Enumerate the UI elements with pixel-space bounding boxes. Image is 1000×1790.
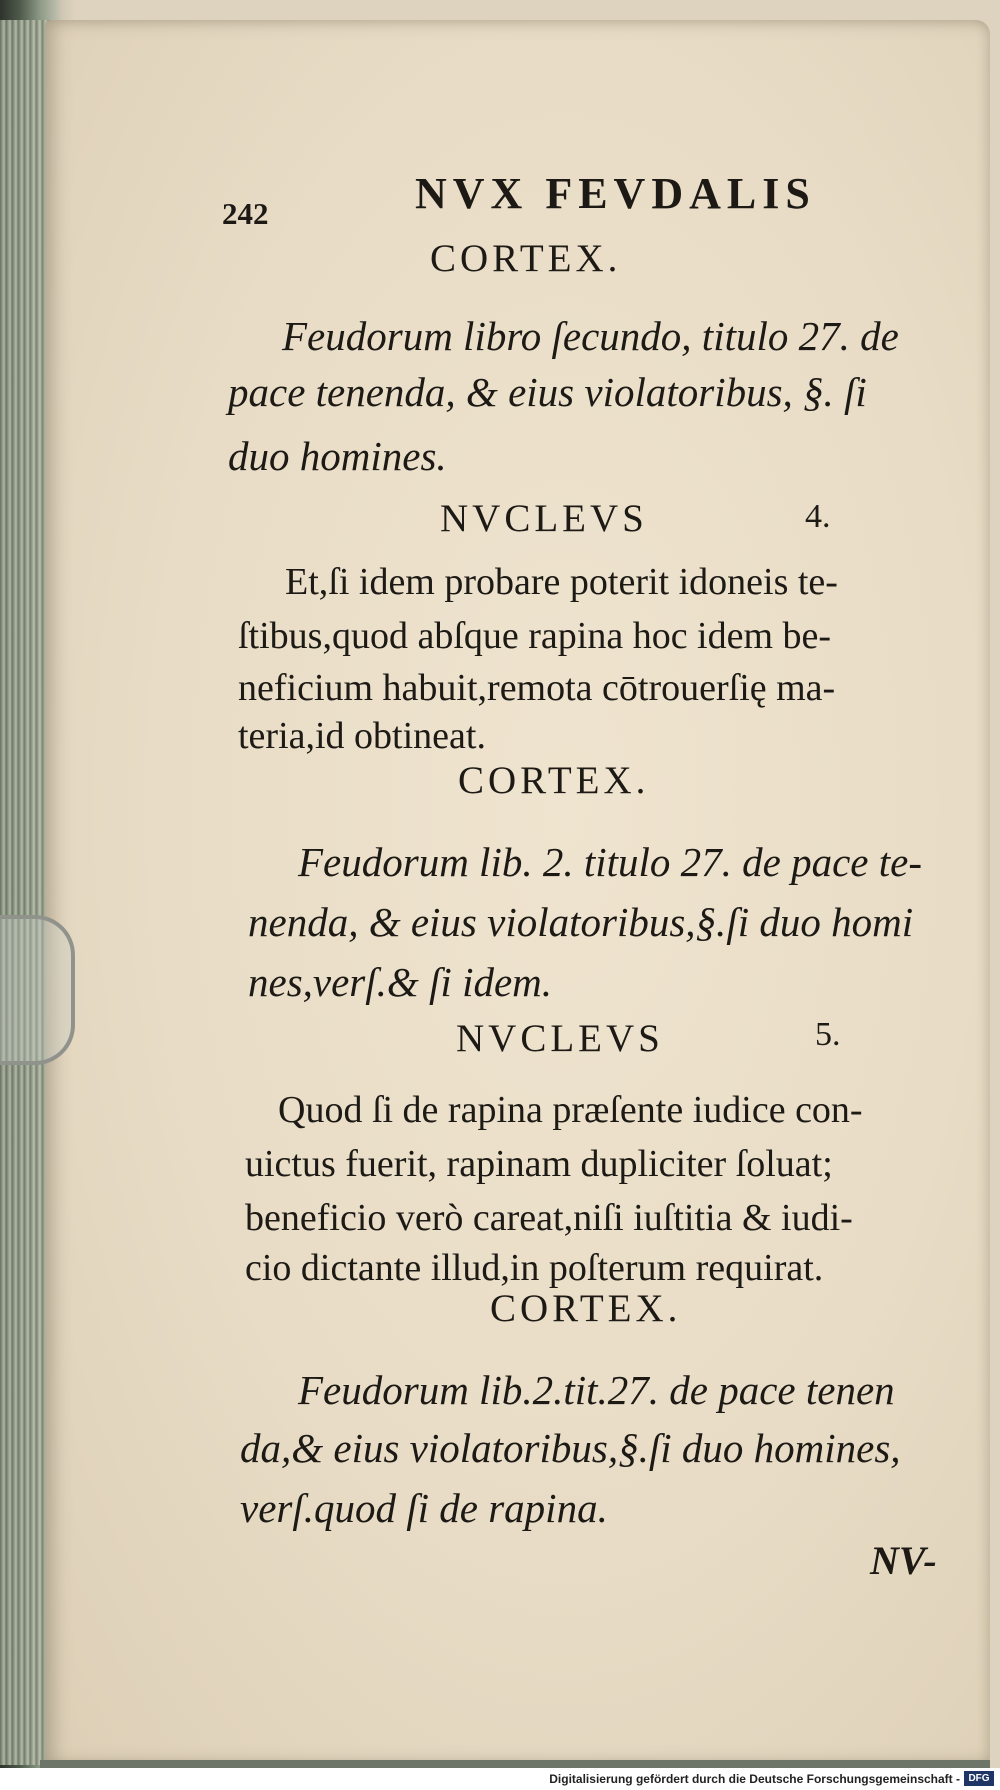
funding-credit: Digitalisierung gefördert durch die Deutsche Forschungsgemeinschaft - [549, 1772, 960, 1786]
catchword: NV- [870, 1538, 937, 1583]
nucleus-number: 4. [805, 498, 831, 535]
cortex-line: nes,verſ.& ſi idem. [248, 959, 553, 1005]
nucleus-line: neficium habuit,remota cōtrouerſię ma- [238, 667, 836, 709]
cortex-line: Feudorum lib.2.tit.27. de pace tenen [298, 1367, 895, 1413]
digitization-footer [0, 1768, 1000, 1790]
nucleus-line: ſtibus,quod abſque rapina hoc idem be- [238, 615, 832, 657]
cortex-line: pace tenenda, & eius violatoribus, §. ſi [228, 369, 867, 415]
nucleus-line: cio dictante illud,in poſterum requirat. [245, 1247, 824, 1289]
cortex-line: Feudorum libro ſecundo, titulo 27. de [282, 313, 899, 359]
nucleus-line: uictus fuerit, rapinam dupliciter ſoluat; [245, 1143, 833, 1185]
cortex-line: duo homines. [228, 433, 447, 479]
nucleus-line: beneficio verò careat,niſi iuſtitia & iudi- [245, 1197, 853, 1239]
nucleus-number: 5. [815, 1016, 841, 1053]
dfg-logo: DFG [964, 1771, 994, 1786]
nucleus-line: Et,ſi idem probare poterit idoneis te- [285, 561, 838, 603]
nucleus-heading: NVCLEVS [456, 1017, 664, 1060]
nucleus-line: teria,id obtineat. [238, 715, 486, 757]
nucleus-line: Quod ſi de rapina præſente iudice con- [278, 1089, 863, 1131]
page-number: 242 [222, 196, 269, 231]
cortex-line: nenda, & eius violatoribus,§.ſi duo homi [248, 899, 914, 945]
cortex-heading: CORTEX. [430, 237, 622, 280]
cortex-line: verſ.quod ſi de rapina. [240, 1485, 608, 1531]
cortex-line: Feudorum lib. 2. titulo 27. de pace te- [298, 839, 922, 885]
nucleus-heading: NVCLEVS [440, 497, 648, 540]
cortex-heading: CORTEX. [458, 759, 650, 802]
running-head: NVX FEVDALIS [415, 169, 816, 218]
cortex-line: da,& eius violatoribus,§.ſi duo homines, [240, 1425, 901, 1471]
cortex-heading: CORTEX. [490, 1287, 682, 1330]
